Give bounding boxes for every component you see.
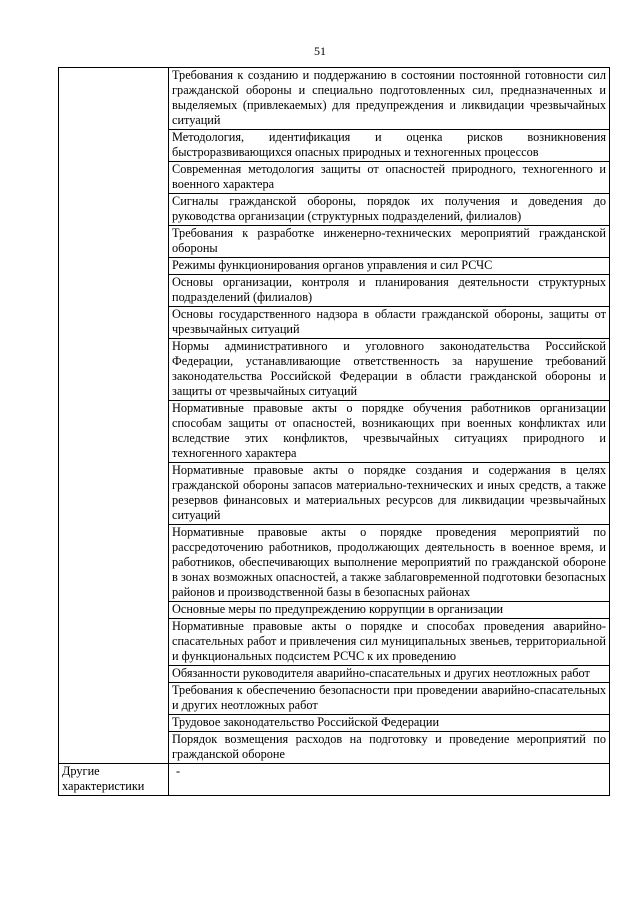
requirement-cell: Нормативные правовые акты о порядке создания и содержания в целях гражданской обороны запасов материально-технических и иных средств, а также резервов финансовых и материальных ресурсов для ликвидации чрезвычайных ситуаций [169, 463, 610, 525]
empty-left-cell [59, 68, 169, 764]
requirements-table [58, 67, 610, 796]
other-characteristics-value [169, 764, 610, 796]
other-characteristics-row [59, 764, 610, 796]
requirement-cell: Нормы административного и уголовного законодательства Российской Федерации, устанавливающие ответственность за нарушение требований законодательства Российской Федерации в области гражданской обороны и защиты от чрезвычайных ситуаций [169, 339, 610, 401]
requirement-cell: Методология, идентификация и оценка рисков возникновения быстроразвивающихся опасных природных и техногенных процессов [169, 130, 610, 162]
requirement-cell: Обязанности руководителя аварийно-спасательных и других неотложных работ [169, 666, 610, 683]
requirement-cell: Нормативные правовые акты о порядке и способах проведения аварийно-спасательных работ и привлечения сил муниципальных звеньев, территориальной и функциональных подсистем РСЧС к их проведению [169, 619, 610, 666]
requirement-cell: Основы организации, контроля и планирования деятельности структурных подразделений (филиалов) [169, 275, 610, 307]
requirement-cell: Требования к обеспечению безопасности при проведении аварийно-спасательных и других неотложных работ [169, 683, 610, 715]
requirement-cell: Порядок возмещения расходов на подготовку и проведение мероприятий по гражданской обороне [169, 732, 610, 764]
requirement-cell: Нормативные правовые акты о порядке обучения работников организации способам защиты от опасностей, возникающих при военных конфликтах или вследствие этих конфликтов, чрезвычайных ситуациях природного и техногенного характера [169, 401, 610, 463]
requirement-cell: Основы государственного надзора в области гражданской обороны, защиты от чрезвычайных ситуаций [169, 307, 610, 339]
requirement-cell: Нормативные правовые акты о порядке проведения мероприятий по рассредоточению работников, продолжающих деятельность в военное время, и работников, обеспечивающих выполнение мероприятий по гражданской обороне в зонах возможных опасностей, а также заблаговременной подготовки безопасных районов и производственной базы в безопасных районах [169, 525, 610, 602]
requirement-cell: Основные меры по предупреждению коррупции в организации [169, 602, 610, 619]
requirement-cell: Требования к созданию и поддержанию в состоянии постоянной готовности сил гражданской обороны и специально подготовленных сил, предназначенных и выделяемых (привлекаемых) для предупреждения и ликвидации чрезвычайных ситуаций [169, 68, 610, 130]
requirement-cell: Трудовое законодательство Российской Федерации [169, 715, 610, 732]
requirement-cell: Требования к разработке инженерно-технических мероприятий гражданской обороны [169, 226, 610, 258]
other-characteristics-label: Другие характеристики [59, 764, 169, 796]
requirement-cell: Современная методология защиты от опасностей природного, техногенного и военного характера [169, 162, 610, 194]
table-row [59, 68, 610, 130]
requirement-cell: Сигналы гражданской обороны, порядок их получения и доведения до руководства организации (структурных подразделений, филиалов) [169, 194, 610, 226]
requirement-cell: Режимы функционирования органов управления и сил РСЧС [169, 258, 610, 275]
other-characteristics-dash: - [176, 764, 181, 778]
page-number: 51 [314, 44, 326, 58]
